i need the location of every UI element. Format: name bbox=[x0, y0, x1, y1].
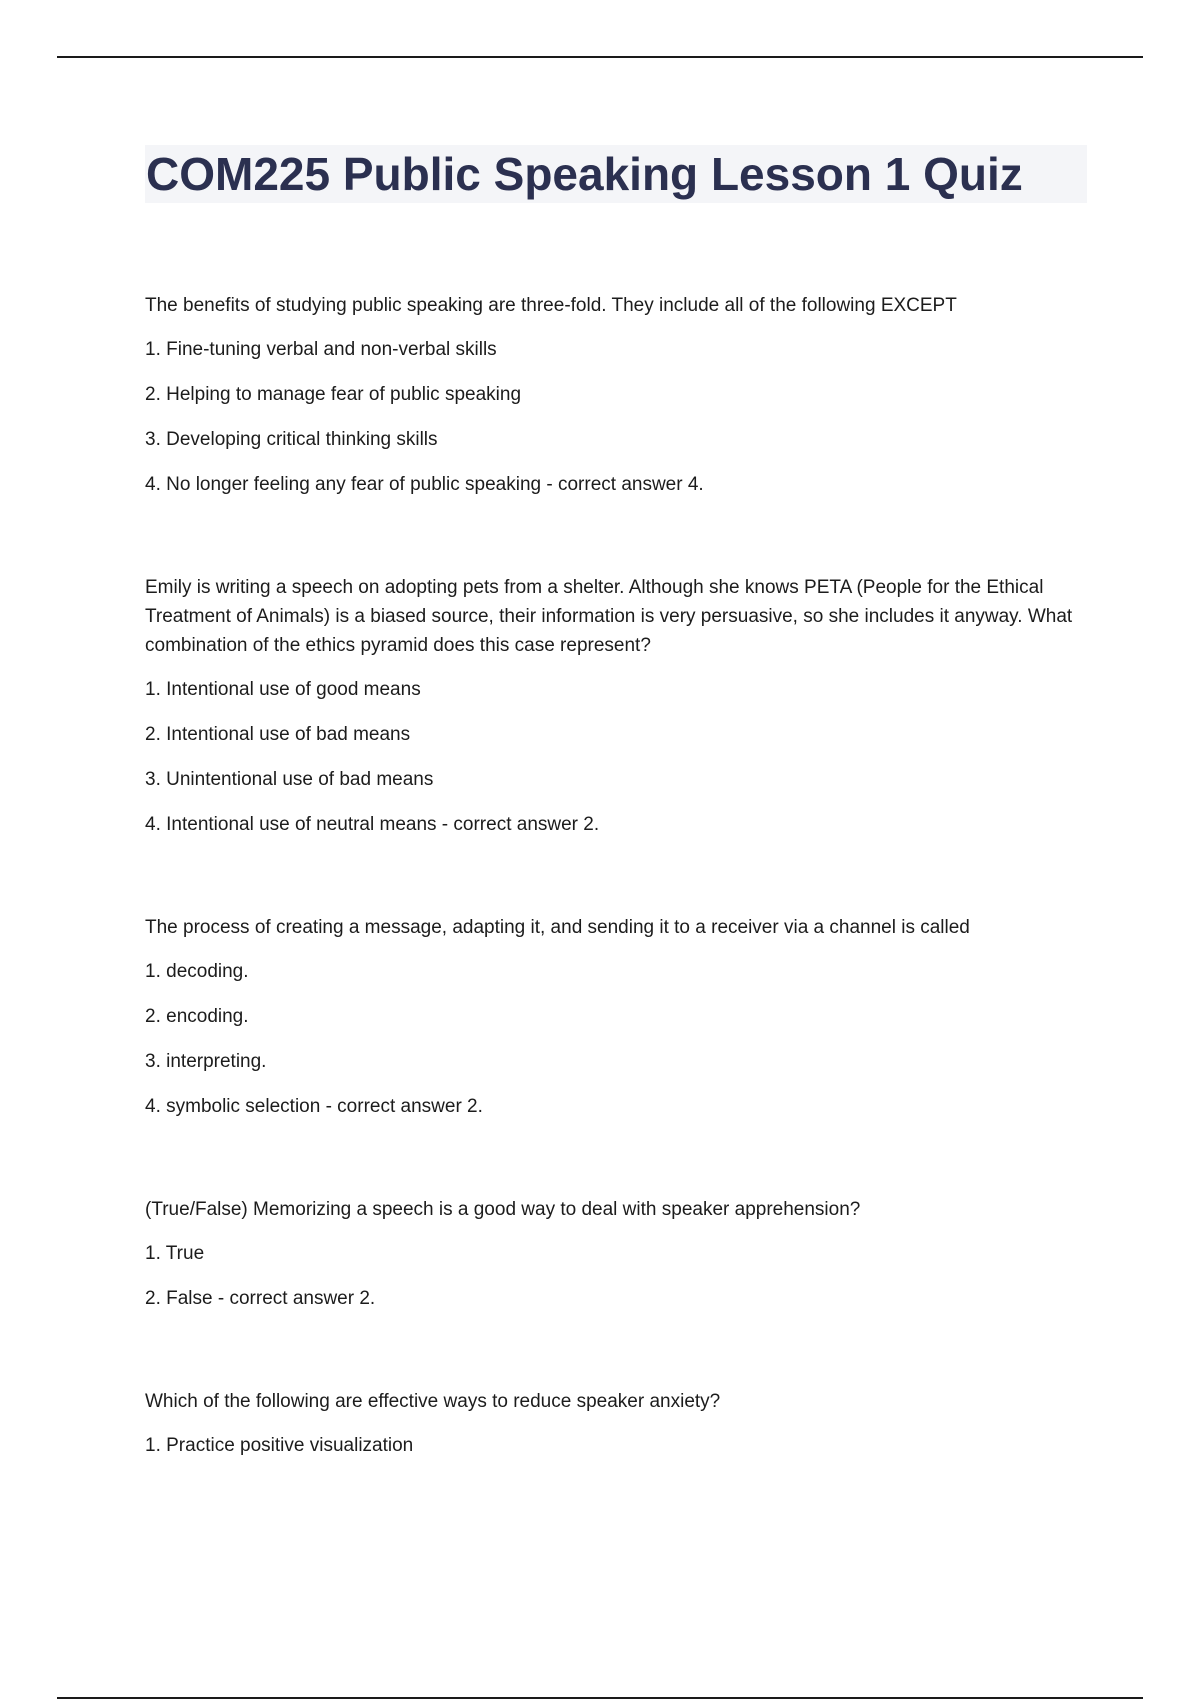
answer-option: 1. Intentional use of good means bbox=[145, 679, 421, 700]
top-rule bbox=[57, 56, 1143, 58]
answer-option: 1. True bbox=[145, 1243, 205, 1264]
question-5 bbox=[145, 1387, 1075, 1460]
question-4 bbox=[145, 1195, 1075, 1313]
page-title: COM225 Public Speaking Lesson 1 Quiz bbox=[146, 148, 1023, 200]
question-stem: (True/False) Memorizing a speech is a good way to deal with speaker apprehension? bbox=[145, 1199, 861, 1220]
question-1 bbox=[145, 291, 1075, 499]
bottom-rule bbox=[57, 1697, 1143, 1699]
quiz-body bbox=[145, 291, 1075, 1460]
answer-option: 4. symbolic selection - correct answer 2. bbox=[145, 1096, 483, 1117]
question-stem: The benefits of studying public speaking are three-fold. They include all of the following EXCEPT bbox=[145, 295, 957, 316]
answer-option: 1. Fine-tuning verbal and non-verbal skills bbox=[145, 339, 497, 360]
answer-option: 4. No longer feeling any fear of public speaking - correct answer 4. bbox=[145, 474, 704, 495]
question-2 bbox=[145, 573, 1075, 839]
answer-option: 2. False - correct answer 2. bbox=[145, 1288, 376, 1309]
answer-option: 4. Intentional use of neutral means - correct answer 2. bbox=[145, 814, 600, 835]
question-3 bbox=[145, 913, 1075, 1121]
question-stem: Emily is writing a speech on adopting pets from a shelter. Although she knows PETA (People for the Ethical Treatment of Animals) is a biased source, their information is very persuasive, so she includes it anyway. What combination of the ethics pyramid does this case represent? bbox=[145, 577, 1073, 656]
answer-option: 3. interpreting. bbox=[145, 1051, 267, 1072]
answer-option: 1. Practice positive visualization bbox=[145, 1435, 414, 1456]
answer-option: 1. decoding. bbox=[145, 961, 249, 982]
answer-option: 2. Helping to manage fear of public speaking bbox=[145, 384, 522, 405]
answer-option: 2. encoding. bbox=[145, 1006, 249, 1027]
question-stem: Which of the following are effective ways to reduce speaker anxiety? bbox=[145, 1391, 721, 1412]
question-stem: The process of creating a message, adapting it, and sending it to a receiver via a channel is called bbox=[145, 917, 970, 938]
answer-option: 2. Intentional use of bad means bbox=[145, 724, 411, 745]
answer-option: 3. Unintentional use of bad means bbox=[145, 769, 434, 790]
answer-option: 3. Developing critical thinking skills bbox=[145, 429, 438, 450]
